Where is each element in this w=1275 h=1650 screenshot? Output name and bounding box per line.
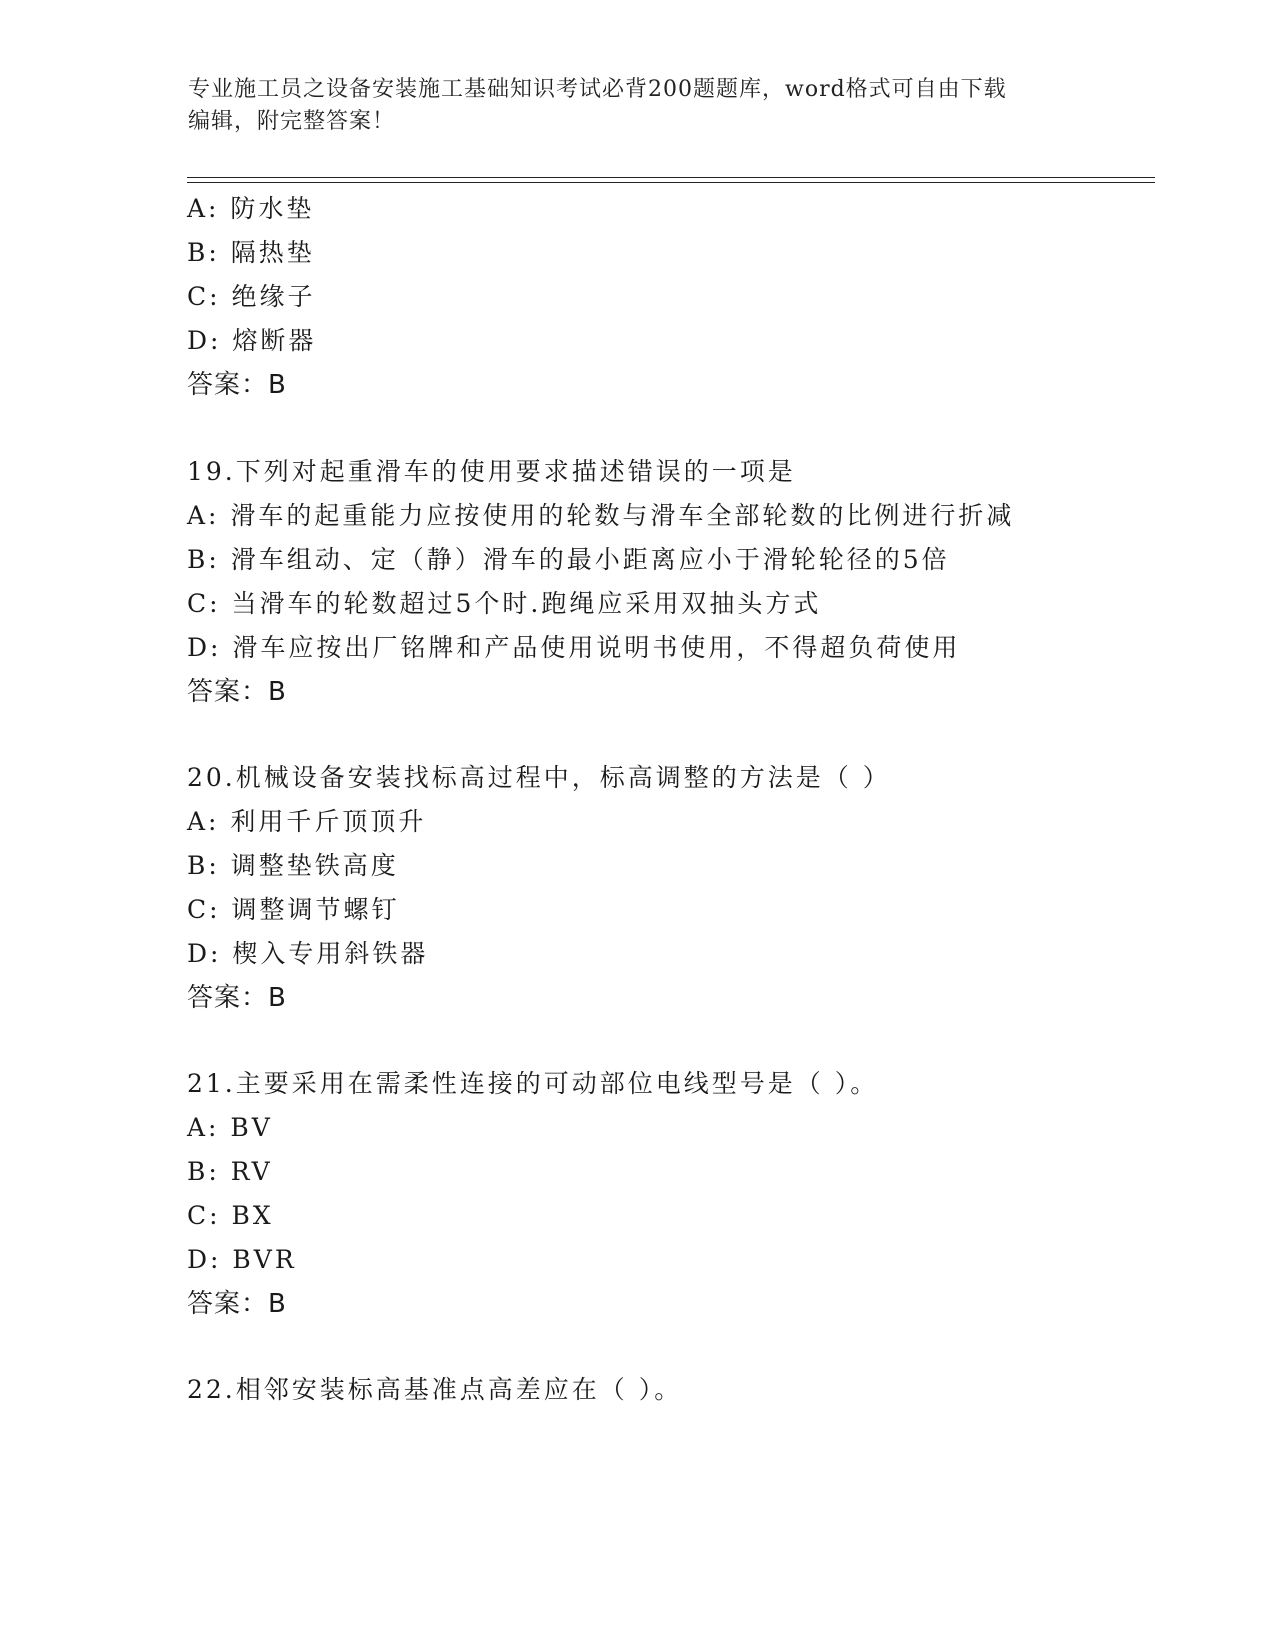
q21-option-b: B: RV (187, 1157, 273, 1186)
header-title-line-2: 编辑，附完整答案！ (188, 109, 396, 134)
q18-option-a: A: 防水垫 (187, 194, 315, 223)
q20-option-d: D: 楔入专用斜铁器 (187, 939, 429, 968)
q18-answer: 答案：B (187, 370, 287, 400)
q19-option-c: C: 当滑车的轮数超过5个时.跑绳应采用双抽头方式 (187, 589, 822, 618)
q20-option-a: A: 利用千斤顶顶升 (187, 807, 427, 836)
q18-option-b: B: 隔热垫 (187, 238, 315, 267)
q21-option-d: D: BVR (187, 1245, 297, 1274)
q19-option-d: D: 滑车应按出厂铭牌和产品使用说明书使用，不得超负荷使用 (187, 633, 961, 662)
header-title-line-1: 专业施工员之设备安装施工基础知识考试必背200题题库，word格式可自由下载 (188, 77, 1007, 102)
q21-question: 21.主要采用在需柔性连接的可动部位电线型号是（ ）。 (187, 1069, 879, 1098)
document-header (188, 74, 1088, 138)
q19-question: 19.下列对起重滑车的使用要求描述错误的一项是 (187, 457, 796, 486)
header-divider-top (187, 177, 1155, 178)
q21-option-a: A: BV (187, 1113, 273, 1142)
q21-answer: 答案：B (187, 1289, 287, 1319)
header-divider-bottom (187, 182, 1155, 183)
q20-option-c: C: 调整调节螺钉 (187, 895, 400, 924)
q19-answer: 答案：B (187, 677, 287, 707)
q20-answer: 答案：B (187, 983, 287, 1013)
q18-option-d: D: 熔断器 (187, 326, 317, 355)
q20-option-b: B: 调整垫铁高度 (187, 851, 399, 880)
q22-question: 22.相邻安装标高基准点高差应在（ ）。 (187, 1375, 683, 1404)
q20-question: 20.机械设备安装找标高过程中，标高调整的方法是（ ） (187, 763, 891, 792)
q19-option-a: A: 滑车的起重能力应按使用的轮数与滑车全部轮数的比例进行折减 (187, 501, 1015, 530)
q21-option-c: C: BX (187, 1201, 274, 1230)
q19-option-b: B: 滑车组动、定（静）滑车的最小距离应小于滑轮轮径的5倍 (187, 545, 950, 574)
q18-option-c: C: 绝缘子 (187, 282, 316, 311)
